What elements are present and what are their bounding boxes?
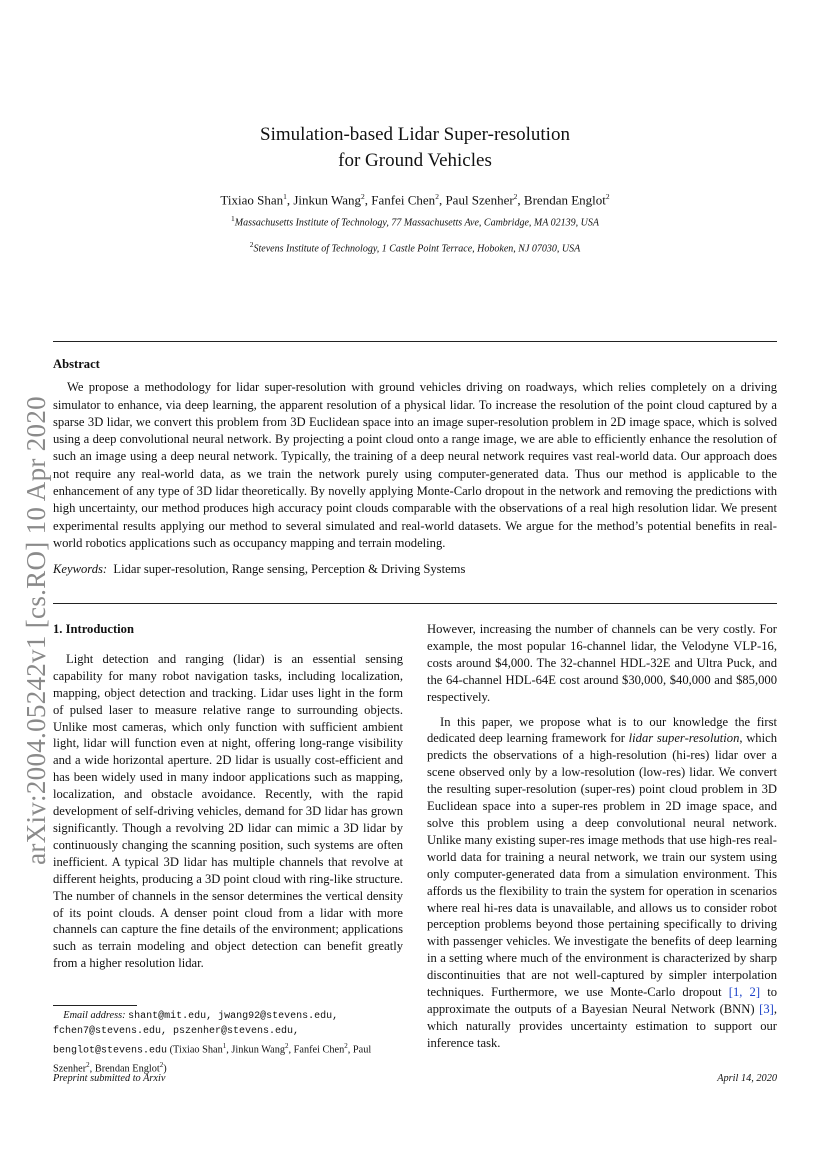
- page-footer: [53, 1073, 777, 1084]
- left-column: [53, 621, 403, 972]
- author-sup: 2: [361, 192, 365, 201]
- keywords-text: Lidar super-resolution, Range sensing, Perception & Driving Systems: [113, 562, 466, 577]
- para2-text: , which predicts the observations of a high-resolution (hi-res) lidar over a scene observed only by a low-resolution (low-res) lidar. We convert the resulting super-resolution (super-res) point cloud problem in 3D Euclidean space into a super-res problem in 2D image space, and solve this problem using a deep convolutional neural network. Unlike many existing super-res image methods that use high-res real-world data for training a neural network, we train our system using only computer-generated data from a simulation environment. This affords us the flexibility to train the system for operation in scenarios where real hi-res data is unavailable, and allows us to consider robot perception problems beyond those pertaining specifically to driving with passenger vehicles. We investigate the benefits of deep learning in a setting where much of the environment is characterized by sharp discontinuities that are not well-captured by simpler interpolation techniques. Furthermore, we use Monte-Carlo dropout: [427, 731, 777, 1000]
- title-block: [53, 122, 777, 254]
- abstract-bottom-rule: [53, 603, 777, 604]
- author-sup: 2: [513, 192, 518, 201]
- author-sup: 2: [605, 192, 610, 201]
- author-sup: 2: [435, 192, 439, 201]
- affiliation-sup: 2: [249, 239, 254, 249]
- para2-text: In this paper, we propose what is to our knowledge the first dedicated deep learning framework for: [427, 714, 777, 746]
- footnote-label: Email address:: [63, 1010, 126, 1021]
- abstract-section: [53, 356, 777, 579]
- keywords: [53, 561, 777, 578]
- author-list: [53, 192, 777, 208]
- footnote-name: (Tixiao Shan: [169, 1044, 223, 1056]
- footnote-rule: [53, 1005, 137, 1006]
- footnote-name: , Paul Szenher: [53, 1044, 372, 1075]
- footnote-sup: 2: [285, 1042, 289, 1050]
- abstract-heading: Abstract: [53, 357, 100, 371]
- author: Fanfei Chen: [371, 192, 436, 208]
- section-heading-introduction: 1. Introduction: [53, 622, 134, 636]
- footnote-sup: 2: [86, 1061, 90, 1070]
- affiliation-text: Massachusetts Institute of Technology, 77 Massachusetts Ave, Cambridge, MA 02139, USA: [234, 217, 599, 229]
- footnote-name: , Fanfei Chen: [288, 1044, 345, 1056]
- affiliation-1: [53, 214, 777, 228]
- para2-text: , which naturally provides uncertainty estimation to support our inference task.: [427, 1001, 777, 1050]
- footnote-sup: 1: [222, 1042, 227, 1050]
- intro-paragraph-2: [427, 714, 777, 1052]
- citation-link[interactable]: [1, 2]: [728, 985, 761, 1000]
- footnote-sup: 2: [344, 1042, 348, 1050]
- arxiv-identifier: arXiv:2004.05242v1 [cs.RO] 10 Apr 2020: [20, 395, 51, 865]
- footnote-sup: 2: [159, 1061, 164, 1070]
- title-line-1: Simulation-based Lidar Super-resolution: [260, 124, 570, 145]
- author-sep: ,: [364, 192, 372, 208]
- affiliation-sup: 1: [231, 214, 235, 224]
- footer-date: April 14, 2020: [717, 1073, 777, 1084]
- footnote-name: ): [163, 1063, 167, 1075]
- author: Paul Szenher: [445, 192, 514, 208]
- intro-paragraph-1: Light detection and ranging (lidar) is an essential sensing capability for many robot navigation tasks, including localization, mapping, object detection and tracking. Lidar uses light in the form of pulsed laser to measure relative range to surrounding objects. Unlike most cameras, which only function with sufficient ambient light, lidar will function even at night, offering long-range visibility and a wide horizontal aperture. 2D lidar is usually cost-efficient and has been widely used in many indoor applications such as mapping, localization, and obstacle avoidance. Recently, with the rapid development of self-driving vehicles, demand for 3D lidar has grown significantly. Though a revolving 2D lidar can mimic a 3D lidar by continuously changing the scanning position, such systems are often inefficient. A typical 3D lidar has multiple channels that revolve at different heights, producing a 3D point cloud with ring-like structure. The number of channels in the sensor determines the vertical density of its point clouds. A denser point cloud from a lidar with more channels can capture the fine details of the environment; applications such as terrain modeling and object detection can benefit greatly from a higher resolution lidar.: [53, 651, 403, 971]
- para2-text: to approximate the outputs of a Bayesian Neural Network (BNN): [427, 985, 777, 1016]
- para2-emphasis: lidar super-resolution: [628, 731, 740, 746]
- author-sep: ,: [438, 192, 446, 208]
- author-sep: ,: [286, 192, 294, 208]
- keywords-label: Keywords:: [53, 562, 108, 577]
- footnote-emails: shant@mit.edu, jwang92@stevens.edu, fchen7@stevens.edu, pszenher@stevens.edu, benglot@stevens.edu: [53, 1011, 339, 1057]
- author-sup: 1: [283, 192, 287, 201]
- author: Jinkun Wang: [293, 192, 362, 208]
- abstract-text: We propose a methodology for lidar super-resolution with ground vehicles driving on roadways, which relies completely on a driving simulator to enhance, via deep learning, the apparent resolution of a physical lidar. To increase the resolution of the point cloud captured by a sparse 3D lidar, we convert this problem from 3D Euclidean space into an image super-resolution problem in 2D image space, which is solved using a deep convolutional neural network. By projecting a point cloud onto a range image, we are able to efficiently enhance the resolution of such an image using a deep neural network. Typically, the training of a deep neural network requires vast real-world data. Our approach does not require any real-world data, as we train the network purely using computer-generated data. Thus our method is applicable to the enhancement of any type of 3D lidar theoretically. By novelly applying Monte-Carlo dropout in the network and removing the predictions with high uncertainty, our method produces high accuracy point clouds comparable with the observations of a real high resolution lidar. We present experimental results applying our method to several simulated and real-world datasets. We argue for the method’s potential benefits in real-world robotics applications such as occupancy mapping and terrain modeling.: [53, 380, 777, 550]
- intro-paragraph-1-continued: However, increasing the number of channels can be very costly. For example, the most popular 16-channel lidar, the Velodyne VLP-16, costs around $4,000. The 32-channel HDL-32E and Ultra Puck, and the 64-channel HDL-64E cost around $30,000, $40,000 and $85,000 respectively.: [427, 622, 777, 704]
- footnote-name: , Jinkun Wang: [226, 1044, 285, 1056]
- footnote-name: , Brendan Englot: [89, 1063, 160, 1075]
- author: Tixiao Shan: [220, 192, 284, 208]
- citation-link[interactable]: [3]: [759, 1001, 774, 1016]
- title-line-2: for Ground Vehicles: [338, 150, 492, 171]
- paper-title: [53, 122, 777, 174]
- footer-preprint: Preprint submitted to Arxiv: [53, 1073, 166, 1084]
- footnote: [53, 1009, 403, 1077]
- right-column: [427, 621, 777, 1052]
- author-sep: ,: [517, 192, 524, 208]
- author: Brendan Englot: [523, 192, 606, 208]
- abstract-top-rule: [53, 341, 777, 342]
- affiliation-2: [53, 240, 777, 254]
- affiliation-text: Stevens Institute of Technology, 1 Castle Point Terrace, Hoboken, NJ 07030, USA: [253, 242, 581, 254]
